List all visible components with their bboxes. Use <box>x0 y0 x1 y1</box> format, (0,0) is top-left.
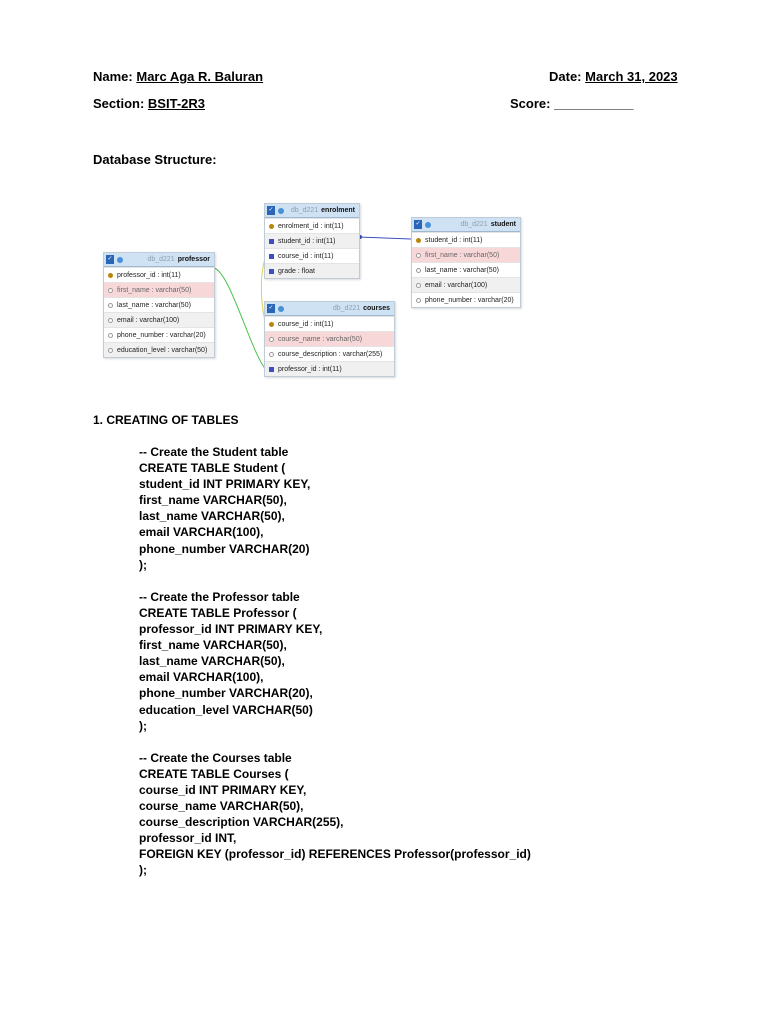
code-line: course_name VARCHAR(50), <box>139 799 304 814</box>
code-line: ); <box>139 863 147 878</box>
primary-key-icon <box>416 238 421 243</box>
code-line: -- Create the Student table <box>139 445 289 459</box>
table-enrolment <box>264 203 360 279</box>
primary-key-icon <box>269 322 274 327</box>
checkbox-icon: ✓ <box>268 305 274 311</box>
date-label: Date: <box>549 69 582 84</box>
table-column-row <box>265 263 359 278</box>
column-icon <box>108 348 113 353</box>
code-line: professor_id INT PRIMARY KEY, <box>139 622 323 637</box>
code-line: -- Create the Courses table <box>139 750 292 765</box>
table-column-row <box>265 331 394 346</box>
options-icon <box>425 222 431 228</box>
database-name: db_d221 <box>332 305 361 312</box>
table-column-row <box>412 232 520 247</box>
code-line: course_id INT PRIMARY KEY, <box>139 782 307 797</box>
date-value: March 31, 2023 <box>585 69 678 84</box>
column-definition: course_id : int(11) <box>278 320 334 328</box>
column-icon <box>108 318 113 323</box>
database-name: db_d221 <box>147 256 175 263</box>
section-1-title: 1. CREATING OF TABLES <box>93 413 239 427</box>
column-definition: education_level : varchar(50) <box>117 346 208 354</box>
column-definition: grade : float <box>278 267 315 275</box>
relation-enrolment-student <box>358 237 411 239</box>
foreign-key-icon <box>269 367 274 372</box>
column-definition: enrolment_id : int(11) <box>278 222 344 230</box>
table-column-row <box>265 361 394 376</box>
code-line: phone_number VARCHAR(20), <box>139 686 313 701</box>
code-line: course_description VARCHAR(255), <box>139 815 344 830</box>
column-icon <box>416 268 421 273</box>
table-name: student <box>490 221 516 228</box>
column-definition: course_name : varchar(50) <box>278 335 363 343</box>
table-column-row <box>265 316 394 331</box>
database-structure-title: Database Structure: <box>93 152 217 167</box>
code-line: first_name VARCHAR(50), <box>139 638 287 653</box>
foreign-key-icon <box>269 269 274 274</box>
table-column-row <box>104 282 214 297</box>
column-icon <box>269 337 274 342</box>
checkbox-icon: ✓ <box>107 256 113 262</box>
checkbox-icon: ✓ <box>268 207 274 213</box>
column-definition: first_name : varchar(50) <box>117 286 192 294</box>
code-line <box>139 734 531 750</box>
column-definition: professor_id : int(11) <box>278 365 342 373</box>
code-line: last_name VARCHAR(50), <box>139 654 285 669</box>
table-name: professor <box>177 256 210 263</box>
score-field <box>510 96 634 112</box>
er-diagram <box>100 200 530 385</box>
column-definition: phone_number : varchar(20) <box>425 296 514 304</box>
code-line: CREATE TABLE Student ( <box>139 461 286 476</box>
table-column-row <box>104 267 214 282</box>
column-definition: student_id : int(11) <box>425 236 483 244</box>
code-line <box>139 573 531 589</box>
options-icon <box>278 306 284 312</box>
name-label: Name: <box>93 69 133 84</box>
table-professor <box>103 252 215 358</box>
code-line: student_id INT PRIMARY KEY, <box>139 477 311 492</box>
section-label: Section: <box>93 96 145 111</box>
table-column-row <box>265 248 359 263</box>
table-column-row <box>412 277 520 292</box>
table-courses <box>264 301 395 377</box>
table-name: courses <box>363 305 390 312</box>
column-icon <box>416 283 421 288</box>
column-definition: email : varchar(100) <box>425 281 488 289</box>
code-line: phone_number VARCHAR(20) <box>139 541 310 556</box>
relation-professor-courses <box>214 268 266 370</box>
code-line: ); <box>139 718 147 733</box>
options-icon <box>278 208 284 214</box>
column-definition: student_id : int(11) <box>278 237 336 245</box>
table-header <box>265 302 394 316</box>
table-name: enrolment <box>321 207 355 214</box>
primary-key-icon <box>269 224 274 229</box>
table-column-row <box>265 233 359 248</box>
column-definition: professor_id : int(11) <box>117 271 181 279</box>
table-header <box>265 204 359 218</box>
database-name: db_d221 <box>460 221 488 228</box>
foreign-key-icon <box>269 239 274 244</box>
options-icon <box>117 257 123 263</box>
table-column-row <box>412 262 520 277</box>
code-line: ); <box>139 557 147 572</box>
code-line: education_level VARCHAR(50) <box>139 702 313 717</box>
code-line: CREATE TABLE Professor ( <box>139 605 297 620</box>
table-column-row <box>104 312 214 327</box>
table-column-row <box>104 327 214 342</box>
table-column-row <box>265 346 394 361</box>
column-icon <box>108 303 113 308</box>
table-column-row <box>412 247 520 262</box>
code-line: first_name VARCHAR(50), <box>139 493 287 508</box>
code-line: last_name VARCHAR(50), <box>139 509 285 524</box>
column-icon <box>269 352 274 357</box>
table-header <box>104 253 214 267</box>
column-definition: email : varchar(100) <box>117 316 180 324</box>
column-icon <box>416 253 421 258</box>
score-label: Score: <box>510 96 551 111</box>
column-definition: phone_number : varchar(20) <box>117 331 206 339</box>
sql-code-block <box>139 444 531 879</box>
column-definition: last_name : varchar(50) <box>425 266 499 274</box>
column-icon <box>108 333 113 338</box>
table-column-row <box>104 342 214 357</box>
code-line: CREATE TABLE Courses ( <box>139 766 289 781</box>
code-line: -- Create the Professor table <box>139 589 300 604</box>
code-line: email VARCHAR(100), <box>139 525 264 540</box>
section-field <box>93 96 205 112</box>
table-column-row <box>104 297 214 312</box>
column-icon <box>416 298 421 303</box>
code-line: email VARCHAR(100), <box>139 670 264 685</box>
column-definition: last_name : varchar(50) <box>117 301 191 309</box>
checkbox-icon: ✓ <box>415 221 421 227</box>
name-value: Marc Aga R. Baluran <box>136 69 264 84</box>
foreign-key-icon <box>269 254 274 259</box>
date-field <box>549 69 678 85</box>
primary-key-icon <box>108 273 113 278</box>
table-column-row <box>412 292 520 307</box>
code-line: FOREIGN KEY (professor_id) REFERENCES Professor(professor_id) <box>139 847 531 862</box>
table-column-row <box>265 218 359 233</box>
name-field <box>93 69 263 85</box>
column-definition: course_description : varchar(255) <box>278 350 383 358</box>
database-name: db_d221 <box>290 207 319 214</box>
code-line: professor_id INT, <box>139 831 237 846</box>
score-value: ___________ <box>554 96 634 111</box>
section-value: BSIT-2R3 <box>147 96 205 111</box>
column-definition: first_name : varchar(50) <box>425 251 500 259</box>
column-icon <box>108 288 113 293</box>
table-student <box>411 217 521 308</box>
column-definition: course_id : int(11) <box>278 252 334 260</box>
table-header <box>412 218 520 232</box>
